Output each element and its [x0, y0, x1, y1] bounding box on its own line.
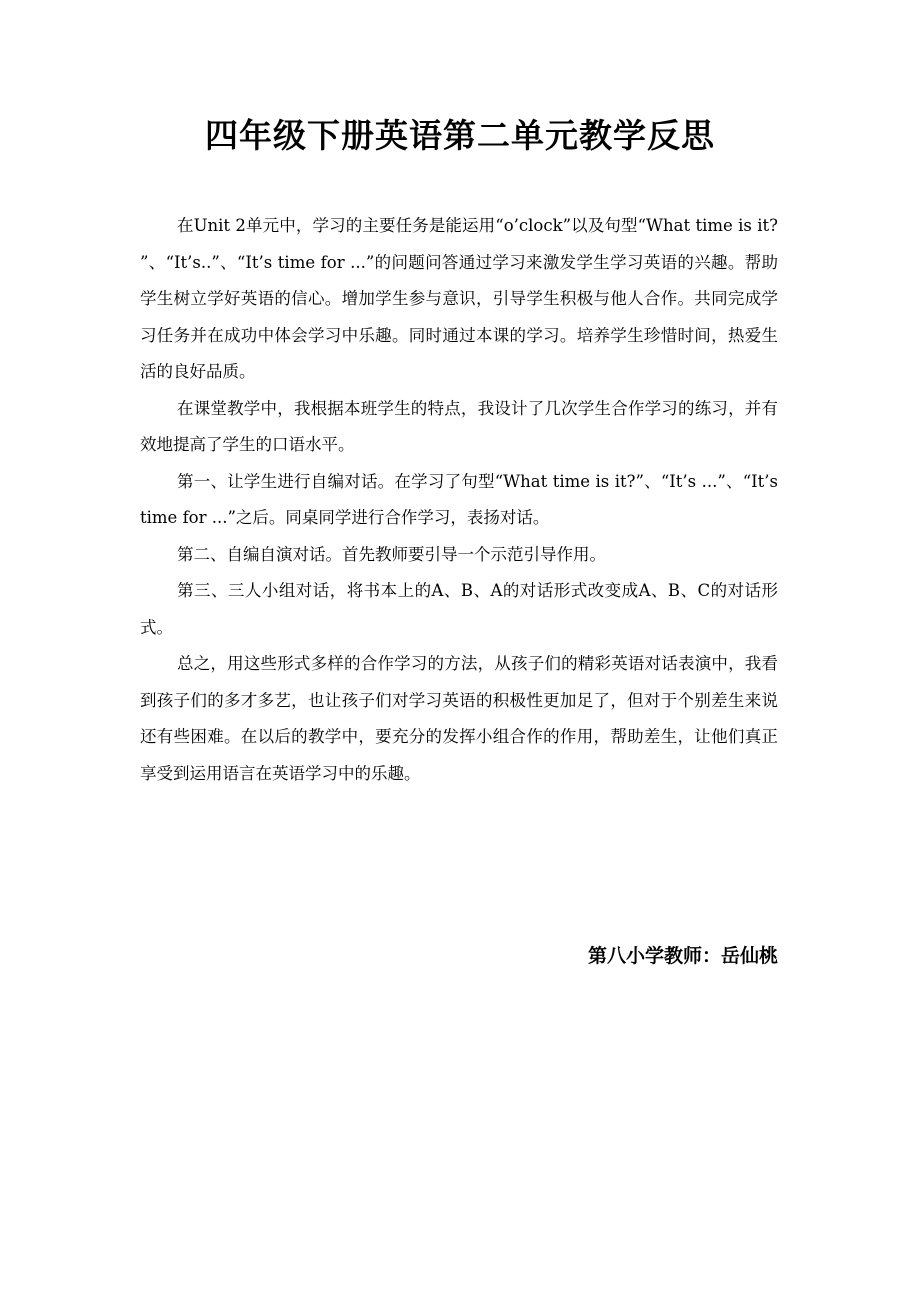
- paragraph-third: 第三、三人小组对话，将书本上的A、B、A的对话形式改变成A、B、C的对话形式。: [140, 581, 778, 637]
- paragraph-classroom: 在课堂教学中，我根据本班学生的特点，我设计了几次学生合作学习的练习，并有效地提高了学生的口语水平。: [140, 398, 778, 454]
- paragraph-conclusion: 总之，用这些形式多样的合作学习的方法，从孩子们的精彩英语对话表演中，我看到孩子们的多才多艺，也让孩子们对学习英语的积极性更加足了，但对于个别差生来说还有些困难。在以后的教学中，要充分的发挥小组合作的作用，帮助差生，让他们真正享受到运用语言在英语学习中的乐趣。: [140, 654, 778, 783]
- paragraph-intro: 在Unit 2单元中，学习的主要任务是能运用“o’clock”以及句型“What time is it? ”、“It’s..”、“It’s time for ...”的问题问答通过学习来激发学生学习英语的兴趣。帮助学生树立学好英语的信心。增加学生参与意识，引导学生积极与他人合作。共同完成学习任务并在成功中体会学习中乐趣。同时通过本课的学习。培养学生珍惜时间，热爱生活的良好品质。: [140, 216, 778, 381]
- paragraph-second: 第二、自编自演对话。首先教师要引导一个示范引导作用。: [177, 544, 606, 564]
- document-title: 四年级下册英语第二单元教学反思: [205, 116, 715, 155]
- document-body: [140, 208, 778, 792]
- author-signature: 第八小学教师：岳仙桃: [587, 945, 778, 967]
- paragraph-first: 第一、让学生进行自编对话。在学习了句型“What time is it?”、“It’s ...”、“It’s time for ...”之后。同桌同学进行合作学习，表扬对话。: [140, 471, 778, 527]
